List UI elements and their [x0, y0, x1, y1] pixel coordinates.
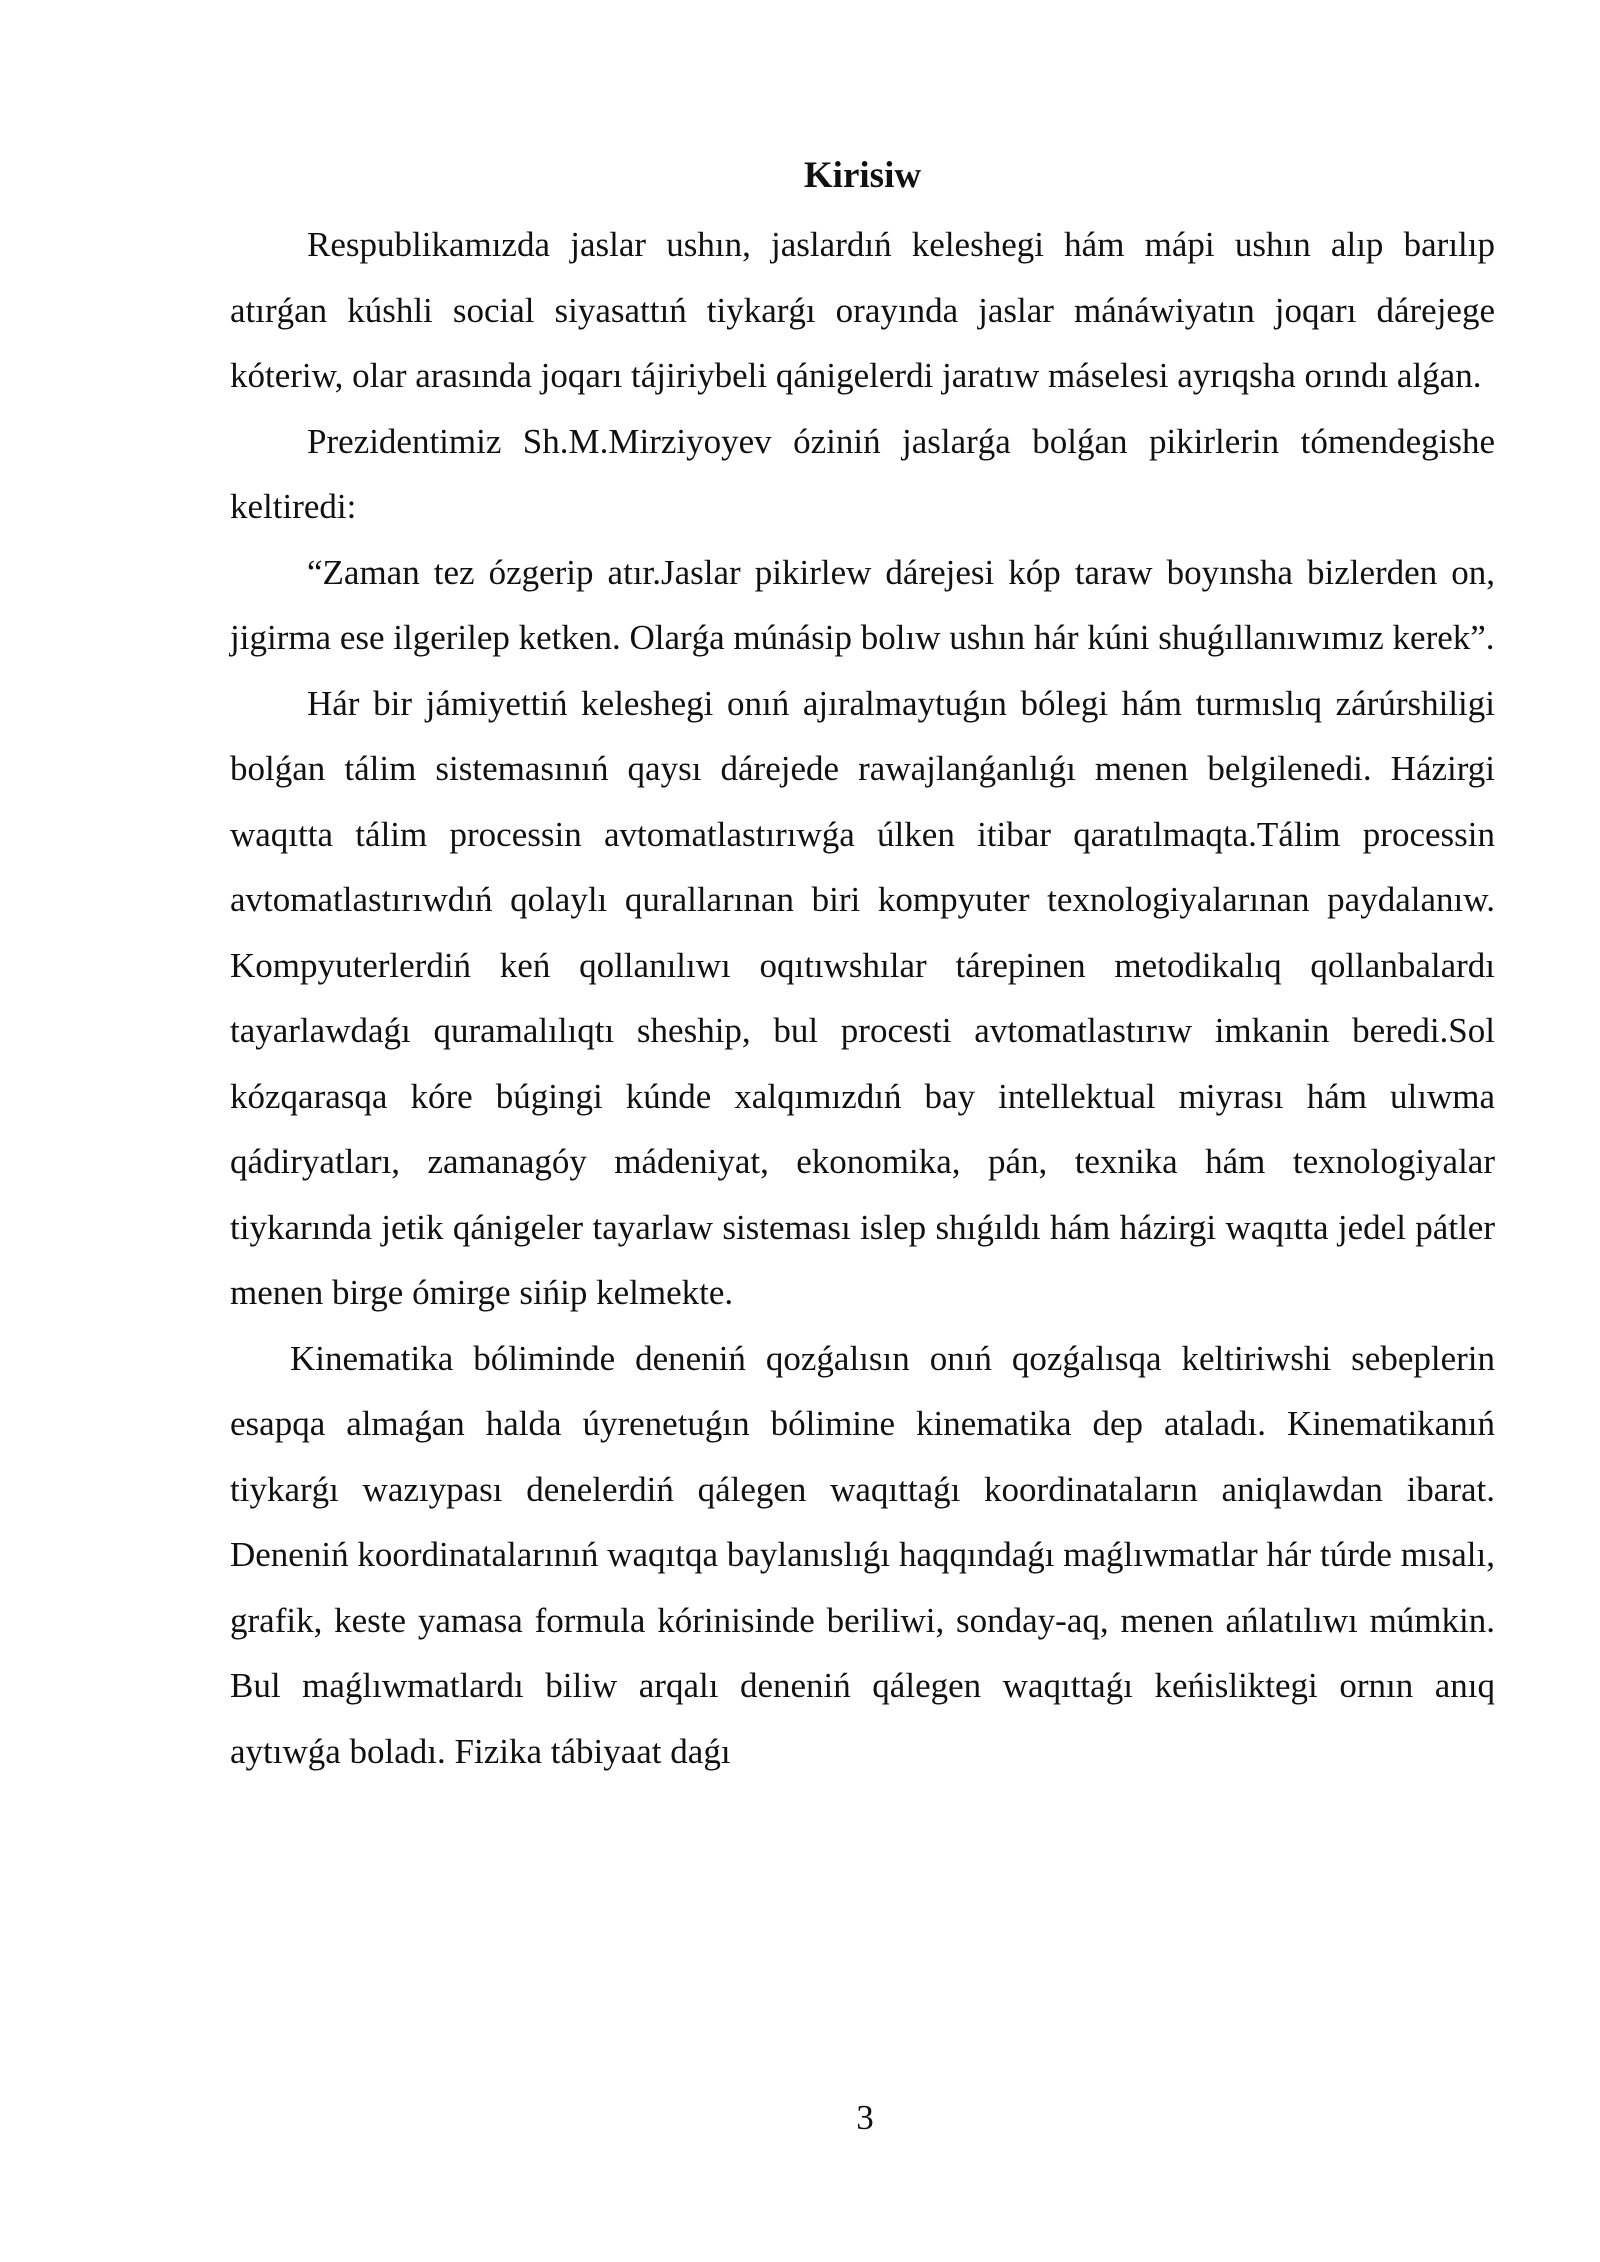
paragraph-quote: “Zaman tez ózgerip atır.Jaslar pikirlew dárejesi kóp taraw boyınsha bizlerden on, jigirma ese ilgerilep ketken. Olarǵa múnásip bolıw ushın hár kúni shuǵıllanıwımız kerek”.: [230, 552, 1495, 657]
section-title: Kirisiw: [803, 155, 922, 196]
page-content: [230, 148, 1495, 1784]
paragraph-kinematics: Kinematika bóliminde deneniń qozǵalısın onıń qozǵalısqa keltiriwshi sebeplerin esapqa almaǵan halda úyrenetuǵın bólimine kinematika dep ataladı. Kinematikanıń tiykarǵı wazıypası denelerdiń qálegen waqıttaǵı koordinataların aniqlawdan ibarat. Deneniń koordinatalarınıń waqıtqa baylanıslıǵı haqqındaǵı maǵlıwmatlar hár túrde mısalı, grafik, keste yamasa formula kórinisinde beriliwi, sonday-aq, menen ańlatılıwı múmkin. Bul maǵlıwmatlardı biliw arqalı deneniń qálegen waqıttaǵı keńisliktegi ornın anıq aytıwǵa boladı. Fizika tábiyaat daǵı: [230, 1338, 1495, 1771]
paragraph-president: Prezidentimiz Sh.M.Mirziyoyev óziniń jaslarǵa bolǵan pikirlerin tómendegishe keltiredi:: [230, 421, 1495, 526]
paragraph-education: Hár bir jámiyettiń keleshegi onıń ajıralmaytuǵın bólegi hám turmıslıq zárúrshiligi bolǵan tálim sistemasınıń qaysı dárejede rawajlanǵanlıǵı menen belgilenedi. Házirgi waqıtta tálim processin avtomatlastırıwǵa úlken itibar qaratılmaqta.Tálim processin avtomatlastırıwdıń qolaylı qurallarınan biri kompyuter texnologiyalarınan paydalanıw. Kompyuterlerdiń keń qollanılıwı oqıtıwshılar tárepinen metodikalıq qollanbalardı tayarlawdaǵı quramalılıqtı sheship, bul procesti avtomatlastırıw imkanin beredi.Sol kózqarasqa kóre búgingi kúnde xalqımızdıń bay intellektual miyrası hám ulıwma qádiryatları, zamanagóy mádeniyat, ekonomika, pán, texnika hám texnologiyalar tiykarında jetik qánigeler tayarlaw sisteması islep shıǵıldı hám házirgi waqıtta jedel pátler menen birge ómirge sińip kelmekte.: [230, 683, 1495, 1312]
page-number: 3: [856, 2098, 874, 2137]
paragraph-intro: Respublikamızda jaslar ushın, jaslardıń keleshegi hám mápi ushın alıp barılıp atırǵan kúshli social siyasattıń tiykarǵı orayında jaslar mánáwiyatın joqarı dárejege kóteriw, olar arasında joqarı tájiriybeli qánigelerdi jaratıw máselesi ayrıqsha orındı alǵan.: [230, 225, 1495, 395]
